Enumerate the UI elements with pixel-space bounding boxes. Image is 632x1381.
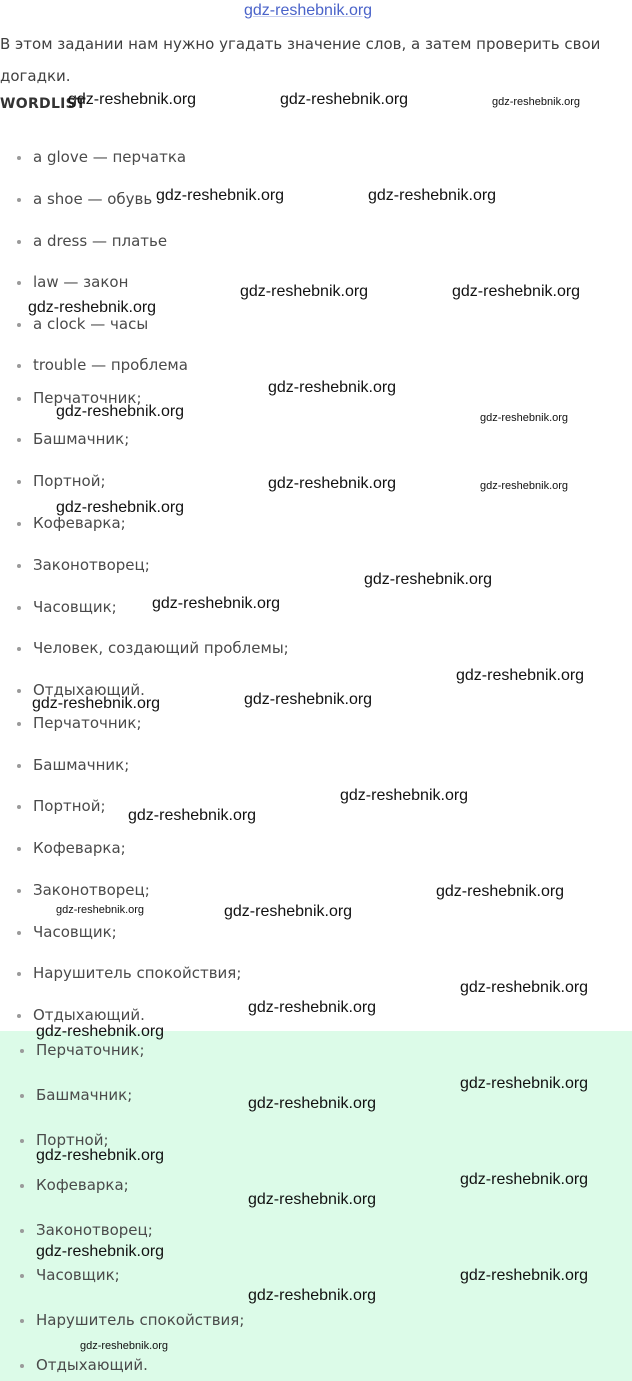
wordlist-heading: WORDLIST <box>0 96 86 112</box>
list-item: a glove — перчатка <box>33 148 187 166</box>
list-item: Перчаточник; <box>36 1041 145 1059</box>
list-item: a clock — часы <box>33 315 149 333</box>
watermark: gdz-reshebnik.org <box>364 571 493 588</box>
watermark: gdz-reshebnik.org <box>268 475 397 492</box>
list-item: Перчаточник; <box>33 389 142 407</box>
list-item: Часовщик; <box>33 598 117 616</box>
watermark: gdz-reshebnik.org <box>56 403 185 420</box>
intro-paragraph: В этом задании нам нужно угадать значение слов, а затем проверить свои догадки. <box>0 35 601 85</box>
list-item: Законотворец; <box>33 881 150 899</box>
list-item: law — закон <box>33 273 129 291</box>
watermark: gdz-reshebnik.org <box>480 480 569 492</box>
watermark: gdz-reshebnik.org <box>244 691 373 708</box>
list-item: Отдыхающий. <box>36 1356 148 1374</box>
watermark: gdz-reshebnik.org <box>436 883 565 900</box>
list-item: a dress — платье <box>33 232 168 250</box>
watermark: gdz-reshebnik.org <box>128 807 257 824</box>
list-item: Часовщик; <box>33 923 117 941</box>
watermark: gdz-reshebnik.org <box>460 979 589 996</box>
watermark: gdz-reshebnik.org <box>460 1267 589 1284</box>
watermark: gdz-reshebnik.org <box>28 299 157 316</box>
list-item: Башмачник; <box>36 1086 133 1104</box>
list-item: Портной; <box>36 1131 109 1149</box>
watermark: gdz-reshebnik.org <box>268 379 397 396</box>
watermark: gdz-reshebnik.org <box>224 903 353 920</box>
list-item: Отдыхающий. <box>33 1006 145 1024</box>
watermark: gdz-reshebnik.org <box>452 283 581 300</box>
watermark: gdz-reshebnik.org <box>248 999 377 1016</box>
watermark: gdz-reshebnik.org <box>248 1095 377 1112</box>
list-item: Нарушитель спокойствия; <box>33 964 242 982</box>
watermark: gdz-reshebnik.org <box>460 1171 589 1188</box>
watermark: gdz-reshebnik.org <box>480 412 569 424</box>
watermark: gdz-reshebnik.org <box>280 91 409 108</box>
watermark: gdz-reshebnik.org <box>156 187 285 204</box>
watermark: gdz-reshebnik.org <box>340 787 469 804</box>
list-item: Кофеварка; <box>33 839 126 857</box>
list-item: Законотворец; <box>36 1221 153 1239</box>
list-item: Человек, создающий проблемы; <box>33 639 289 657</box>
watermark: gdz-reshebnik.org <box>56 499 185 516</box>
watermark: gdz-reshebnik.org <box>36 1147 165 1164</box>
list-item: Перчаточник; <box>33 714 142 732</box>
watermark: gdz-reshebnik.org <box>492 96 581 108</box>
list-item: Портной; <box>33 797 106 815</box>
watermark: gdz-reshebnik.org <box>248 1191 377 1208</box>
watermark: gdz-reshebnik.org <box>460 1075 589 1092</box>
watermark: gdz-reshebnik.org <box>240 283 369 300</box>
watermark: gdz-reshebnik.org <box>152 595 281 612</box>
watermark: gdz-reshebnik.org <box>80 1340 169 1352</box>
watermark: gdz-reshebnik.org <box>56 904 145 916</box>
list-item: Башмачник; <box>33 430 130 448</box>
list-item: Нарушитель спокойствия; <box>36 1311 245 1329</box>
list-item: Кофеварка; <box>36 1176 129 1194</box>
watermark-link[interactable]: gdz-reshebnik.org <box>244 2 373 19</box>
watermark: gdz-reshebnik.org <box>36 1243 165 1260</box>
list-item: Законотворец; <box>33 556 150 574</box>
list-item: Часовщик; <box>36 1266 120 1284</box>
list-item: Кофеварка; <box>33 514 126 532</box>
list-item: Портной; <box>33 472 106 490</box>
watermark: gdz-reshebnik.org <box>32 695 161 712</box>
watermark: gdz-reshebnik.org <box>456 667 585 684</box>
list-item: a shoe — обувь <box>33 190 153 208</box>
list-item: trouble — проблема <box>33 356 188 374</box>
list-item: Башмачник; <box>33 756 130 774</box>
watermark: gdz-reshebnik.org <box>248 1287 377 1304</box>
watermark: gdz-reshebnik.org <box>68 91 197 108</box>
list-item: Отдыхающий. <box>33 681 145 699</box>
watermark: gdz-reshebnik.org <box>36 1023 165 1040</box>
watermark: gdz-reshebnik.org <box>368 187 497 204</box>
